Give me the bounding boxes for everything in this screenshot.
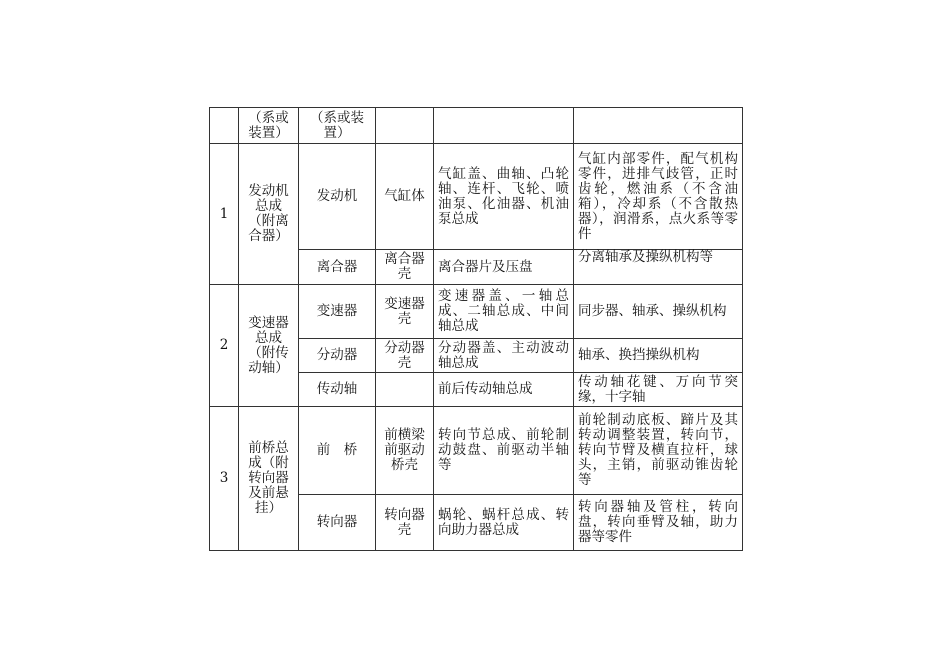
secondary-parts: 轴承、换挡操纵机构	[574, 339, 743, 373]
header-cell-base-part	[376, 108, 434, 144]
main-parts: 前后传动轴总成	[434, 373, 574, 407]
header-cell-system: （系或装置）	[299, 108, 376, 144]
group-number: 3	[210, 407, 239, 551]
main-parts: 转向节总成、前轮制动鼓盘、前驱动半轴等	[434, 407, 574, 495]
table-row	[210, 285, 743, 339]
secondary-parts: 转向器轴及管柱，转向盘，转向垂臂及轴，助力器等零件	[574, 495, 743, 551]
group-number: 1	[210, 144, 239, 285]
base-part: 离合器壳	[376, 250, 434, 285]
base-part: 气缸体	[376, 144, 434, 250]
header-cell-assembly: （系或装置）	[239, 108, 299, 144]
secondary-parts: 前轮制动底板、蹄片及其转动调整装置，转向节，转向节臂及横直拉杆，球头，主销，前驱动锥齿轮等	[574, 407, 743, 495]
group-number: 2	[210, 285, 239, 407]
table-row	[210, 144, 743, 250]
header-cell-no	[210, 108, 239, 144]
table-row	[210, 407, 743, 495]
main-parts: 分动器盖、主动波动轴总成	[434, 339, 574, 373]
header-cell-secondary-parts	[574, 108, 743, 144]
system-name: 发动机	[299, 144, 376, 250]
base-part: 前横梁前驱动桥壳	[376, 407, 434, 495]
main-parts: 气缸盖、曲轴、凸轮轴、连杆、飞轮、喷油泵、化油器、机油泵总成	[434, 144, 574, 250]
system-name: 离合器	[299, 250, 376, 285]
base-part	[376, 373, 434, 407]
main-parts: 变速器盖、一轴总成、二轴总成、中间轴总成	[434, 285, 574, 339]
assembly-name: 前桥总成（附转向器及前悬挂）	[239, 407, 299, 551]
secondary-parts: 气缸内部零件，配气机构零件，进排气歧管，正时齿轮，燃油系（不含油箱），冷却系（不含散热器），润滑系，点火系等零件	[574, 144, 743, 250]
secondary-parts: 分离轴承及操纵机构等	[574, 250, 743, 285]
secondary-parts: 传动轴花键、万向节突缘，十字轴	[574, 373, 743, 407]
base-part: 变速器壳	[376, 285, 434, 339]
assembly-parts-table	[209, 107, 743, 551]
main-parts: 蜗轮、蜗杆总成、转向助力器总成	[434, 495, 574, 551]
system-name: 转向器	[299, 495, 376, 551]
secondary-parts: 同步器、轴承、操纵机构	[574, 285, 743, 339]
base-part: 转向器壳	[376, 495, 434, 551]
main-parts: 离合器片及压盘	[434, 250, 574, 285]
table-header-row	[210, 108, 743, 144]
assembly-name: 发动机总成（附离合器）	[239, 144, 299, 285]
header-cell-main-parts	[434, 108, 574, 144]
system-name: 分动器	[299, 339, 376, 373]
assembly-name: 变速器总成（附传动轴）	[239, 285, 299, 407]
system-name: 变速器	[299, 285, 376, 339]
base-part: 分动器壳	[376, 339, 434, 373]
system-name: 传动轴	[299, 373, 376, 407]
system-name: 前 桥	[299, 407, 376, 495]
